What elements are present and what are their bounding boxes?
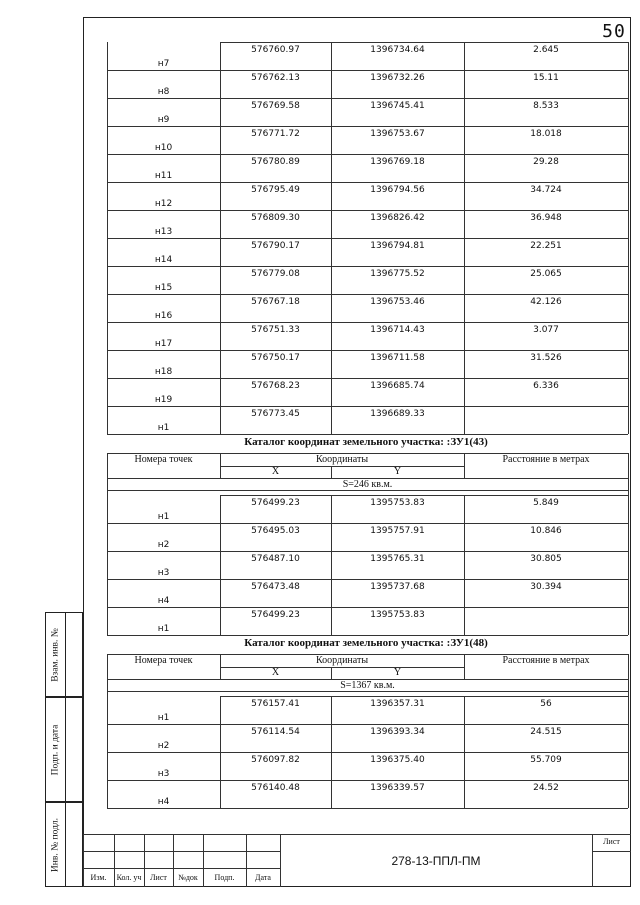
table-rule	[107, 654, 108, 808]
coord-y: 1396775.52	[370, 269, 425, 279]
coord-y: 1396734.64	[370, 45, 425, 55]
table-rule	[220, 42, 628, 43]
catalog-48-title: Каталог координат земельного участка: :ЗУ1(48)	[244, 637, 488, 649]
table-rule	[220, 808, 628, 809]
header-x: X	[271, 466, 280, 477]
table-rule	[107, 724, 220, 725]
table-rule	[107, 635, 220, 636]
table-rule	[220, 752, 628, 753]
table-rule	[107, 780, 220, 781]
coord-x: 576473.48	[251, 582, 300, 592]
point-label: н2	[157, 741, 170, 751]
distance: 30.805	[530, 554, 562, 564]
table-rule	[107, 579, 220, 580]
table-rule	[107, 70, 220, 71]
point-label: н4	[157, 797, 170, 807]
distance: 18.018	[530, 129, 562, 139]
table-rule	[220, 724, 628, 725]
coord-x: 576768.23	[251, 381, 300, 391]
table-rule	[107, 752, 220, 753]
table-rule	[220, 696, 221, 808]
table-rule	[220, 378, 628, 379]
header-y: Y	[393, 466, 402, 477]
coord-y: 1396753.67	[370, 129, 425, 139]
distance: 3.077	[533, 325, 559, 335]
point-label: н1	[157, 512, 170, 522]
stamp-sheet-row-rule	[592, 851, 631, 852]
table-rule	[107, 238, 220, 239]
stamp-col-label: Изм.	[90, 873, 107, 882]
table-rule	[220, 210, 628, 211]
coord-x: 576140.48	[251, 783, 300, 793]
stamp-col-label: Подп.	[214, 873, 235, 882]
coord-y: 1395753.83	[370, 498, 425, 508]
distance: 25.065	[530, 269, 562, 279]
table-rule	[107, 182, 220, 183]
coord-y: 1396357.31	[370, 699, 425, 709]
coord-x: 576790.17	[251, 241, 300, 251]
point-label: н10	[154, 143, 173, 153]
table-rule	[220, 453, 221, 478]
table-rule	[220, 495, 628, 496]
header-x: X	[271, 667, 280, 678]
coord-x: 576769.58	[251, 101, 300, 111]
table-rule	[464, 42, 465, 434]
point-label: н11	[154, 171, 173, 181]
table-rule	[107, 808, 220, 809]
coord-y: 1396689.33	[370, 409, 425, 419]
point-label: н1	[157, 423, 170, 433]
table-rule	[331, 495, 332, 635]
side-inv	[45, 802, 83, 887]
coord-x: 576771.72	[251, 129, 300, 139]
catalog-43-title: Каталог координат земельного участка: :ЗУ1(43)	[244, 436, 488, 448]
table-rule	[464, 654, 465, 679]
point-label: н1	[157, 624, 170, 634]
coord-x: 576780.89	[251, 157, 300, 167]
point-label: н3	[157, 769, 170, 779]
coord-y: 1396711.58	[370, 353, 425, 363]
table-rule	[220, 607, 628, 608]
coord-x: 576114.54	[251, 727, 300, 737]
coord-y: 1395765.31	[370, 554, 425, 564]
header-points: Номера точек	[134, 655, 193, 666]
table-rule	[220, 42, 221, 434]
distance: 6.336	[533, 381, 559, 391]
table-rule	[220, 523, 628, 524]
table-rule	[107, 322, 220, 323]
distance: 2.645	[533, 45, 559, 55]
table-rule	[107, 126, 220, 127]
table-rule	[107, 98, 220, 99]
table-rule	[107, 406, 220, 407]
distance: 24.515	[530, 727, 562, 737]
header-coordinates: Координаты	[315, 454, 369, 465]
table-rule	[220, 654, 221, 679]
distance: 31.526	[530, 353, 562, 363]
coord-y: 1396714.43	[370, 325, 425, 335]
side-podp	[45, 697, 83, 802]
table-rule	[107, 691, 628, 692]
distance: 5.849	[533, 498, 559, 508]
table-rule	[107, 266, 220, 267]
table-rule	[107, 607, 220, 608]
stamp-row-rule	[83, 851, 280, 852]
distance: 56	[540, 699, 552, 709]
table-rule	[107, 551, 220, 552]
table-rule	[107, 490, 628, 491]
coord-x: 576499.23	[251, 610, 300, 620]
table-rule	[220, 434, 628, 435]
table-rule	[107, 453, 108, 635]
distance: 55.709	[530, 755, 562, 765]
point-label: н2	[157, 540, 170, 550]
table-rule	[220, 322, 628, 323]
side-vzam	[45, 612, 83, 697]
table-rule	[220, 579, 628, 580]
table-rule	[331, 42, 332, 434]
coord-y: 1395757.91	[370, 526, 425, 536]
stamp-col-label: Дата	[255, 873, 271, 882]
stamp-col-label: №док	[178, 873, 198, 882]
point-label: н13	[154, 227, 173, 237]
header-distance: Расстояние в метрах	[502, 454, 590, 465]
table-rule	[107, 350, 220, 351]
area-label: S=1367 кв.м.	[340, 680, 395, 691]
coord-x: 576762.13	[251, 73, 300, 83]
coord-y: 1396393.34	[370, 727, 425, 737]
table-rule	[220, 182, 628, 183]
distance: 24.52	[533, 783, 559, 793]
distance: 29.28	[533, 157, 559, 167]
table-rule	[220, 350, 628, 351]
header-distance: Расстояние в метрах	[502, 655, 590, 666]
coord-x: 576767.18	[251, 297, 300, 307]
coord-y: 1396769.18	[370, 157, 425, 167]
coord-x: 576773.45	[251, 409, 300, 419]
distance: 36.948	[530, 213, 562, 223]
point-label: н12	[154, 199, 173, 209]
table-rule	[220, 98, 628, 99]
distance: 10.846	[530, 526, 562, 536]
stamp-row-rule	[83, 868, 280, 869]
table-rule	[220, 635, 628, 636]
distance: 8.533	[533, 101, 559, 111]
coord-y: 1396826.42	[370, 213, 425, 223]
coord-x: 576760.97	[251, 45, 300, 55]
coord-x: 576499.23	[251, 498, 300, 508]
table-rule	[220, 238, 628, 239]
coord-y: 1396339.57	[370, 783, 425, 793]
point-label: н19	[154, 395, 173, 405]
table-rule	[220, 70, 628, 71]
point-label: н16	[154, 311, 173, 321]
table-rule	[107, 378, 220, 379]
stamp-col-label: Лист	[150, 873, 167, 882]
coord-x: 576487.10	[251, 554, 300, 564]
coord-y: 1395737.68	[370, 582, 425, 592]
header-coordinates: Координаты	[315, 655, 369, 666]
table-rule	[107, 42, 108, 434]
distance: 30.394	[530, 582, 562, 592]
table-rule	[107, 523, 220, 524]
distance: 15.11	[533, 73, 559, 83]
coord-x: 576779.08	[251, 269, 300, 279]
table-rule	[107, 294, 220, 295]
table-rule	[628, 42, 629, 434]
side-label-inv: Инв. № подл.	[50, 817, 61, 873]
table-rule	[220, 551, 628, 552]
point-label: н9	[157, 115, 170, 125]
point-label: н15	[154, 283, 173, 293]
coord-x: 576495.03	[251, 526, 300, 536]
stamp-top-rule	[83, 834, 631, 835]
table-rule	[220, 780, 628, 781]
table-rule	[464, 495, 465, 635]
coord-y: 1396745.41	[370, 101, 425, 111]
table-rule	[220, 126, 628, 127]
document-code: 278-13-ППЛ-ПМ	[391, 854, 481, 868]
coord-x: 576751.33	[251, 325, 300, 335]
point-label: н14	[154, 255, 173, 265]
coord-x: 576097.82	[251, 755, 300, 765]
table-rule	[220, 294, 628, 295]
table-rule	[107, 210, 220, 211]
point-label: н17	[154, 339, 173, 349]
point-label: н4	[157, 596, 170, 606]
table-rule	[331, 466, 332, 478]
point-label: н3	[157, 568, 170, 578]
side-label-podp: Подп. и дата	[50, 724, 61, 776]
coord-y: 1396685.74	[370, 381, 425, 391]
table-rule	[107, 434, 220, 435]
table-rule	[628, 453, 629, 635]
table-rule	[464, 696, 465, 808]
table-rule	[220, 495, 221, 635]
coord-y: 1396794.81	[370, 241, 425, 251]
coord-x: 576795.49	[251, 185, 300, 195]
table-rule	[464, 453, 465, 478]
table-rule	[628, 654, 629, 808]
coord-y: 1396794.56	[370, 185, 425, 195]
coord-x: 576750.17	[251, 353, 300, 363]
table-rule	[220, 266, 628, 267]
coord-y: 1395753.83	[370, 610, 425, 620]
coord-x: 576157.41	[251, 699, 300, 709]
point-label: н18	[154, 367, 173, 377]
header-points: Номера точек	[134, 454, 193, 465]
table-rule	[331, 667, 332, 679]
sheet-label: Лист	[603, 837, 620, 846]
table-rule	[331, 696, 332, 808]
table-rule	[220, 406, 628, 407]
distance: 42.126	[530, 297, 562, 307]
sheet-number: 50	[602, 21, 626, 42]
point-label: н7	[157, 59, 170, 69]
coord-y: 1396753.46	[370, 297, 425, 307]
coord-y: 1396732.26	[370, 73, 425, 83]
header-y: Y	[393, 667, 402, 678]
side-label-vzam: Взам. инв. №	[50, 628, 61, 682]
point-label: н8	[157, 87, 170, 97]
area-label: S=246 кв.м.	[342, 479, 393, 490]
table-rule	[220, 696, 628, 697]
distance: 34.724	[530, 185, 562, 195]
coord-y: 1396375.40	[370, 755, 425, 765]
point-label: н1	[157, 713, 170, 723]
table-rule	[107, 154, 220, 155]
table-rule	[220, 154, 628, 155]
coord-x: 576809.30	[251, 213, 300, 223]
distance: 22.251	[530, 241, 562, 251]
stamp-col-label: Кол. уч	[116, 873, 142, 882]
